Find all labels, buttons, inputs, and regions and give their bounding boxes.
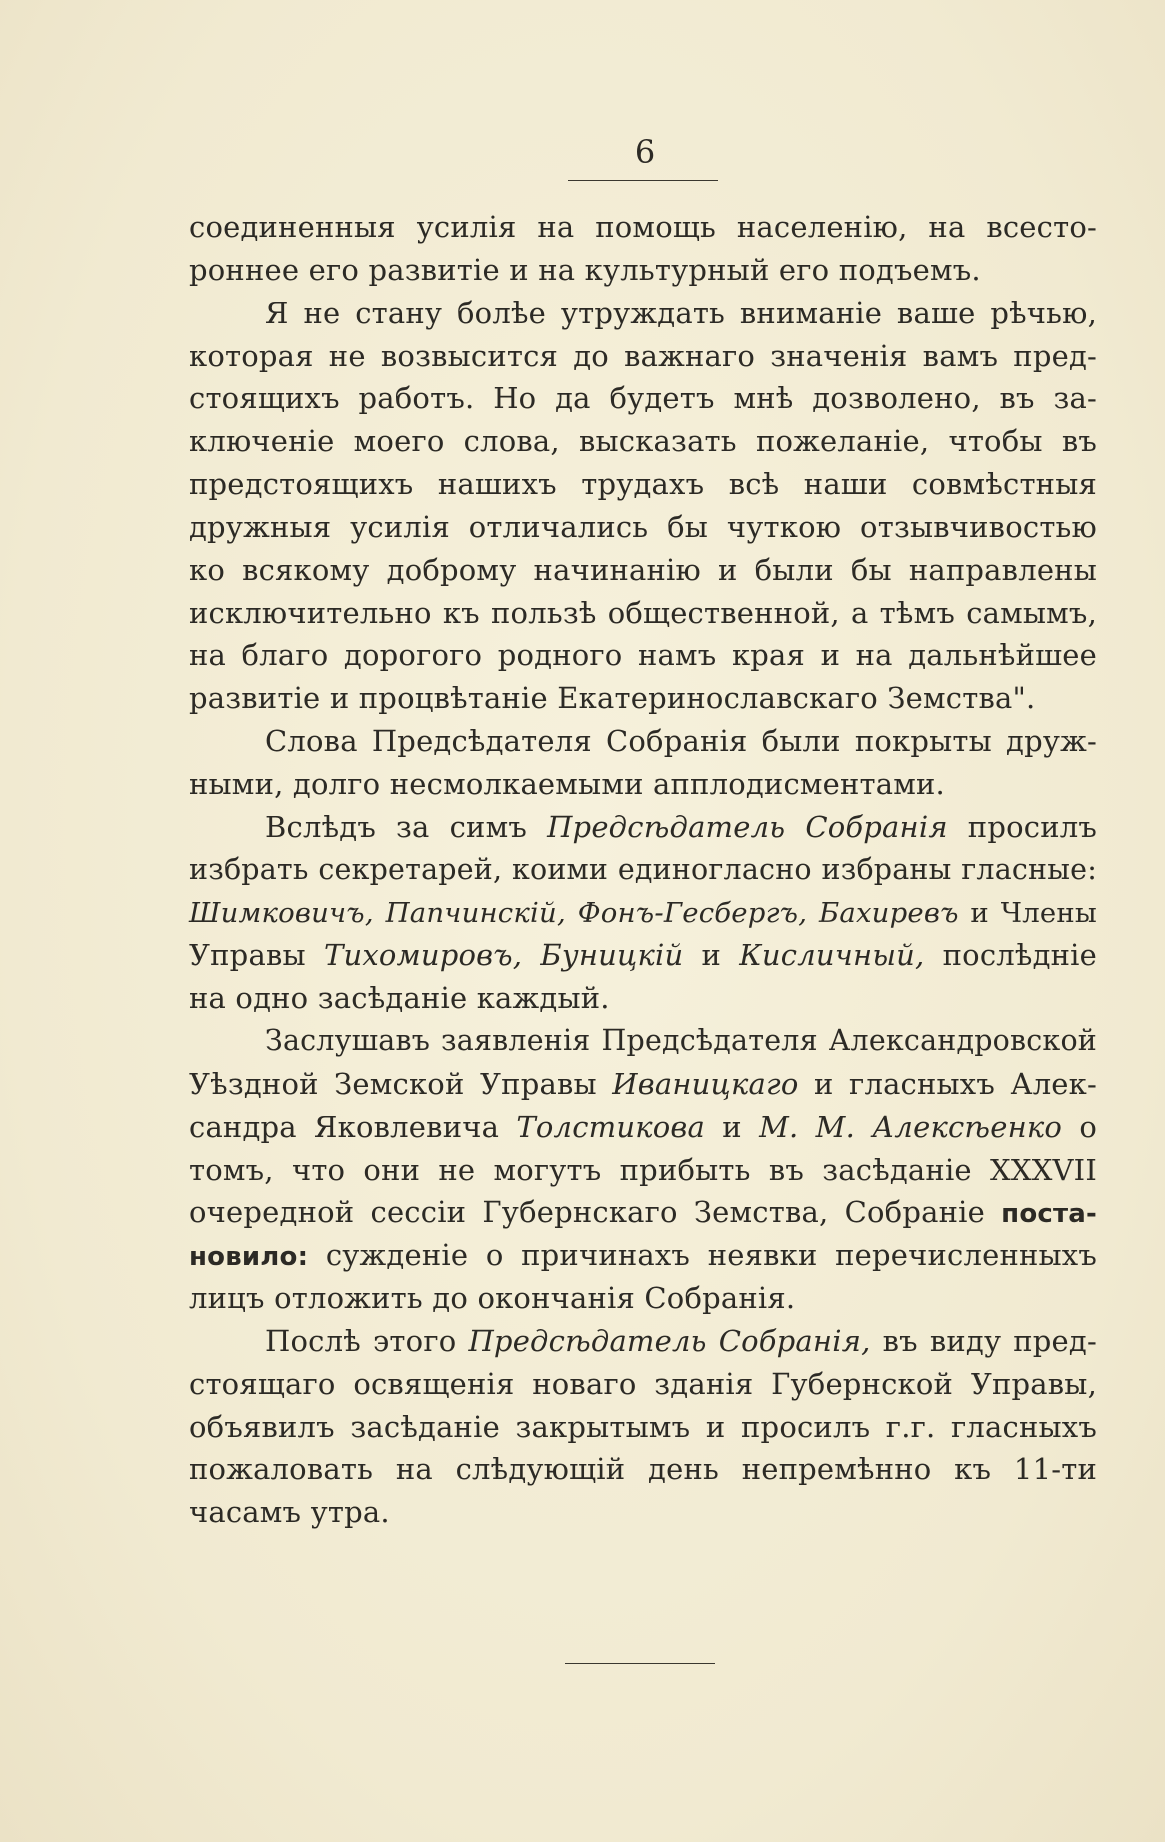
text-line: Я не стану болѣе утруждать вниманіе ваше рѣчью, (265, 295, 1097, 330)
text-run: и Члены (958, 896, 1097, 929)
text-run: и (705, 1109, 760, 1144)
italic-name: Предсѣдатель Собранія (547, 809, 948, 844)
page-number: 6 (634, 133, 656, 171)
text-run: Уѣздной Земской Управы (189, 1066, 613, 1101)
italic-name: Буницкій (540, 938, 684, 973)
text-line: дружныя усилія отличались бы чуткою отзывчивостью (189, 509, 1097, 544)
italic-name: Толстикова (516, 1109, 705, 1144)
top-divider (568, 180, 718, 181)
italic-name: М. М. Алексѣенко (759, 1109, 1063, 1144)
italic-name: Предсѣдатель Собранія, (468, 1323, 871, 1358)
text-run: Управы (189, 938, 324, 973)
text-line: Заслушавъ заявленія Предсѣдателя Александровской (265, 1024, 1097, 1058)
text-run: просилъ (947, 809, 1097, 844)
text-run: сужденіе о причинахъ неявки перечисленныхъ (308, 1238, 1097, 1273)
italic-name: Тихомировъ, (323, 938, 523, 973)
text-line: стоящихъ работъ. Но да будетъ мнѣ дозволено, въ за- (189, 381, 1097, 416)
text-line: избрать секретарей, коими единогласно избраны гласные: (189, 852, 1097, 886)
text-line: томъ, что они не могутъ прибыть въ засѣданіе XXXVII (189, 1152, 1097, 1187)
text-line: Слова Предсѣдателя Собранія были покрыты друж- (265, 724, 1097, 759)
text-line: на одно засѣданіе каждый. (189, 981, 610, 1016)
text-run: сандра Яковлевича (189, 1109, 517, 1144)
text-line: ными, долго несмолкаемыми апплодисментами. (189, 766, 945, 801)
text-run: въ виду пред- (870, 1323, 1097, 1358)
body-text (189, 206, 1097, 1534)
text-line: исключительно къ пользѣ общественной, а тѣмъ самымъ, (189, 595, 1097, 630)
text-line: ко всякому доброму начинанію и были бы направлены (189, 552, 1097, 587)
italic-name: Шимковичъ, Папчинскій, Фонъ-Гесбергъ, Бахиревъ (189, 896, 959, 929)
text-run: очередной сессіи Губернскаго Земства, Собраніе (189, 1195, 1002, 1230)
text-line (189, 1106, 1097, 1149)
bold-term: поста- (1001, 1199, 1097, 1230)
text-line: объявилъ засѣданіе закрытымъ и просилъ г.г. гласныхъ (189, 1409, 1097, 1444)
text-line: роннее его развитіе и на культурный его подъемъ. (189, 252, 981, 287)
text-line: на благо дорогого родного намъ края и на дальнѣйшее (189, 638, 1097, 673)
text-line: часамъ утра. (189, 1495, 390, 1530)
text-line: стоящаго освященія новаго зданія Губернской Управы, (189, 1366, 1097, 1401)
text-line: предстоящихъ нашихъ трудахъ всѣ наши совмѣстныя (189, 467, 1097, 502)
text-run: и гласныхъ Алек- (798, 1066, 1097, 1101)
text-run: Вслѣдъ за симъ (265, 809, 548, 844)
text-run: послѣдніе (924, 938, 1097, 973)
text-line: пожаловать на слѣдующій день непремѣнно къ 11-ти (189, 1452, 1097, 1487)
text-run: и (683, 938, 740, 973)
text-line (189, 1320, 1097, 1363)
text-line: ключеніе моего слова, высказать пожеланіе, чтобы въ (189, 424, 1097, 459)
text-line (189, 806, 1097, 849)
text-run (522, 938, 540, 972)
text-line: лицъ отложить до окончанія Собранія. (189, 1281, 796, 1316)
text-line (189, 1063, 1097, 1106)
bottom-divider (565, 1663, 715, 1664)
italic-name: Кисличный, (739, 938, 925, 973)
bold-term: новило: (189, 1242, 309, 1273)
text-line: соединенныя усилія на помощь населенію, на всесто- (189, 210, 1097, 244)
text-line: развитіе и процвѣтаніе Екатеринославскаго Земства". (189, 681, 1036, 716)
text-line: которая не возвысится до важнаго значенія вамъ пред- (189, 338, 1097, 373)
text-line (189, 1234, 1097, 1277)
text-run: Послѣ этого (265, 1323, 469, 1358)
text-line (189, 1191, 1097, 1234)
text-line (189, 934, 1097, 977)
italic-name: Иваницкаго (612, 1066, 799, 1101)
text-line (189, 892, 1097, 935)
text-run: о (1062, 1109, 1097, 1144)
